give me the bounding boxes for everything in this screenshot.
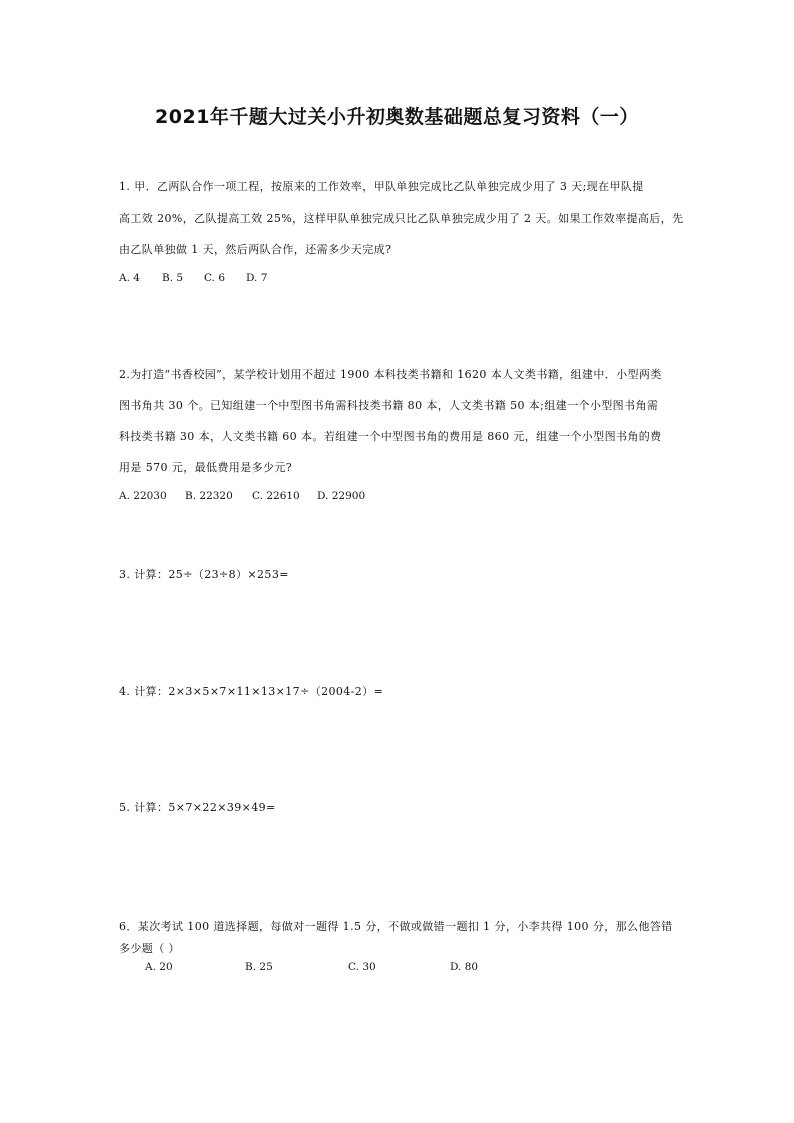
question-6-options	[145, 961, 478, 973]
option-d: D. 80	[450, 961, 479, 973]
question-2-line-1: 2.为打造“书香校园”，某学校计划用不超过 1900 本科技类书籍和 1620 本人文类书籍，组建中．小型两类	[119, 368, 662, 381]
option-c: C. 6	[204, 272, 226, 284]
question-3: 3. 计算：25÷（23÷8）×253=	[119, 568, 289, 581]
question-1-options	[119, 272, 267, 284]
question-2-line-2: 图书角共 30 个。已知组建一个中型图书角需科技类书籍 80 本，人文类书籍 50 本;组建一个小型图书角需	[119, 399, 659, 412]
question-6-line-2: 多少题（ ）	[119, 942, 180, 955]
question-6-line-1: 6．某次考试 100 道选择题，每做对一题得 1.5 分，不做或做错一题扣 1 分，小李共得 100 分，那么他答错	[119, 920, 673, 933]
page-title: 2021年千题大过关小升初奥数基础题总复习资料（一）	[155, 106, 639, 128]
question-4: 4. 计算：2×3×5×7×11×13×17÷（2004-2）=	[119, 685, 384, 698]
question-2-options	[119, 490, 365, 502]
question-2-line-4: 用是 570 元，最低费用是多少元?	[119, 461, 293, 474]
option-b: B. 22320	[185, 490, 233, 502]
question-1-line-3: 由乙队单独做 1 天，然后两队合作，还需多少天完成?	[119, 243, 392, 256]
question-1-line-1: 1. 甲．乙两队合作一项工程，按原来的工作效率，甲队单独完成比乙队单独完成少用了 3 天;现在甲队提	[119, 180, 644, 193]
question-1-line-2: 高工效 20%，乙队提高工效 25%，这样甲队单独完成只比乙队单独完成少用了 2 天。如果工作效率提高后，先	[119, 212, 684, 225]
option-c: C. 30	[348, 961, 376, 973]
question-5: 5. 计算：5×7×22×39×49=	[119, 801, 276, 814]
option-d: D. 7	[246, 272, 268, 284]
option-a: A. 20	[145, 961, 173, 973]
option-b: B. 5	[162, 272, 184, 284]
option-b: B. 25	[245, 961, 273, 973]
option-c: C. 22610	[252, 490, 300, 502]
question-2-line-3: 科技类书籍 30 本，人文类书籍 60 本。若组建一个中型图书角的费用是 860 元，组建一个小型图书角的费	[119, 430, 662, 443]
option-d: D. 22900	[317, 490, 366, 502]
option-a: A. 22030	[119, 490, 167, 502]
option-a: A. 4	[119, 272, 140, 284]
